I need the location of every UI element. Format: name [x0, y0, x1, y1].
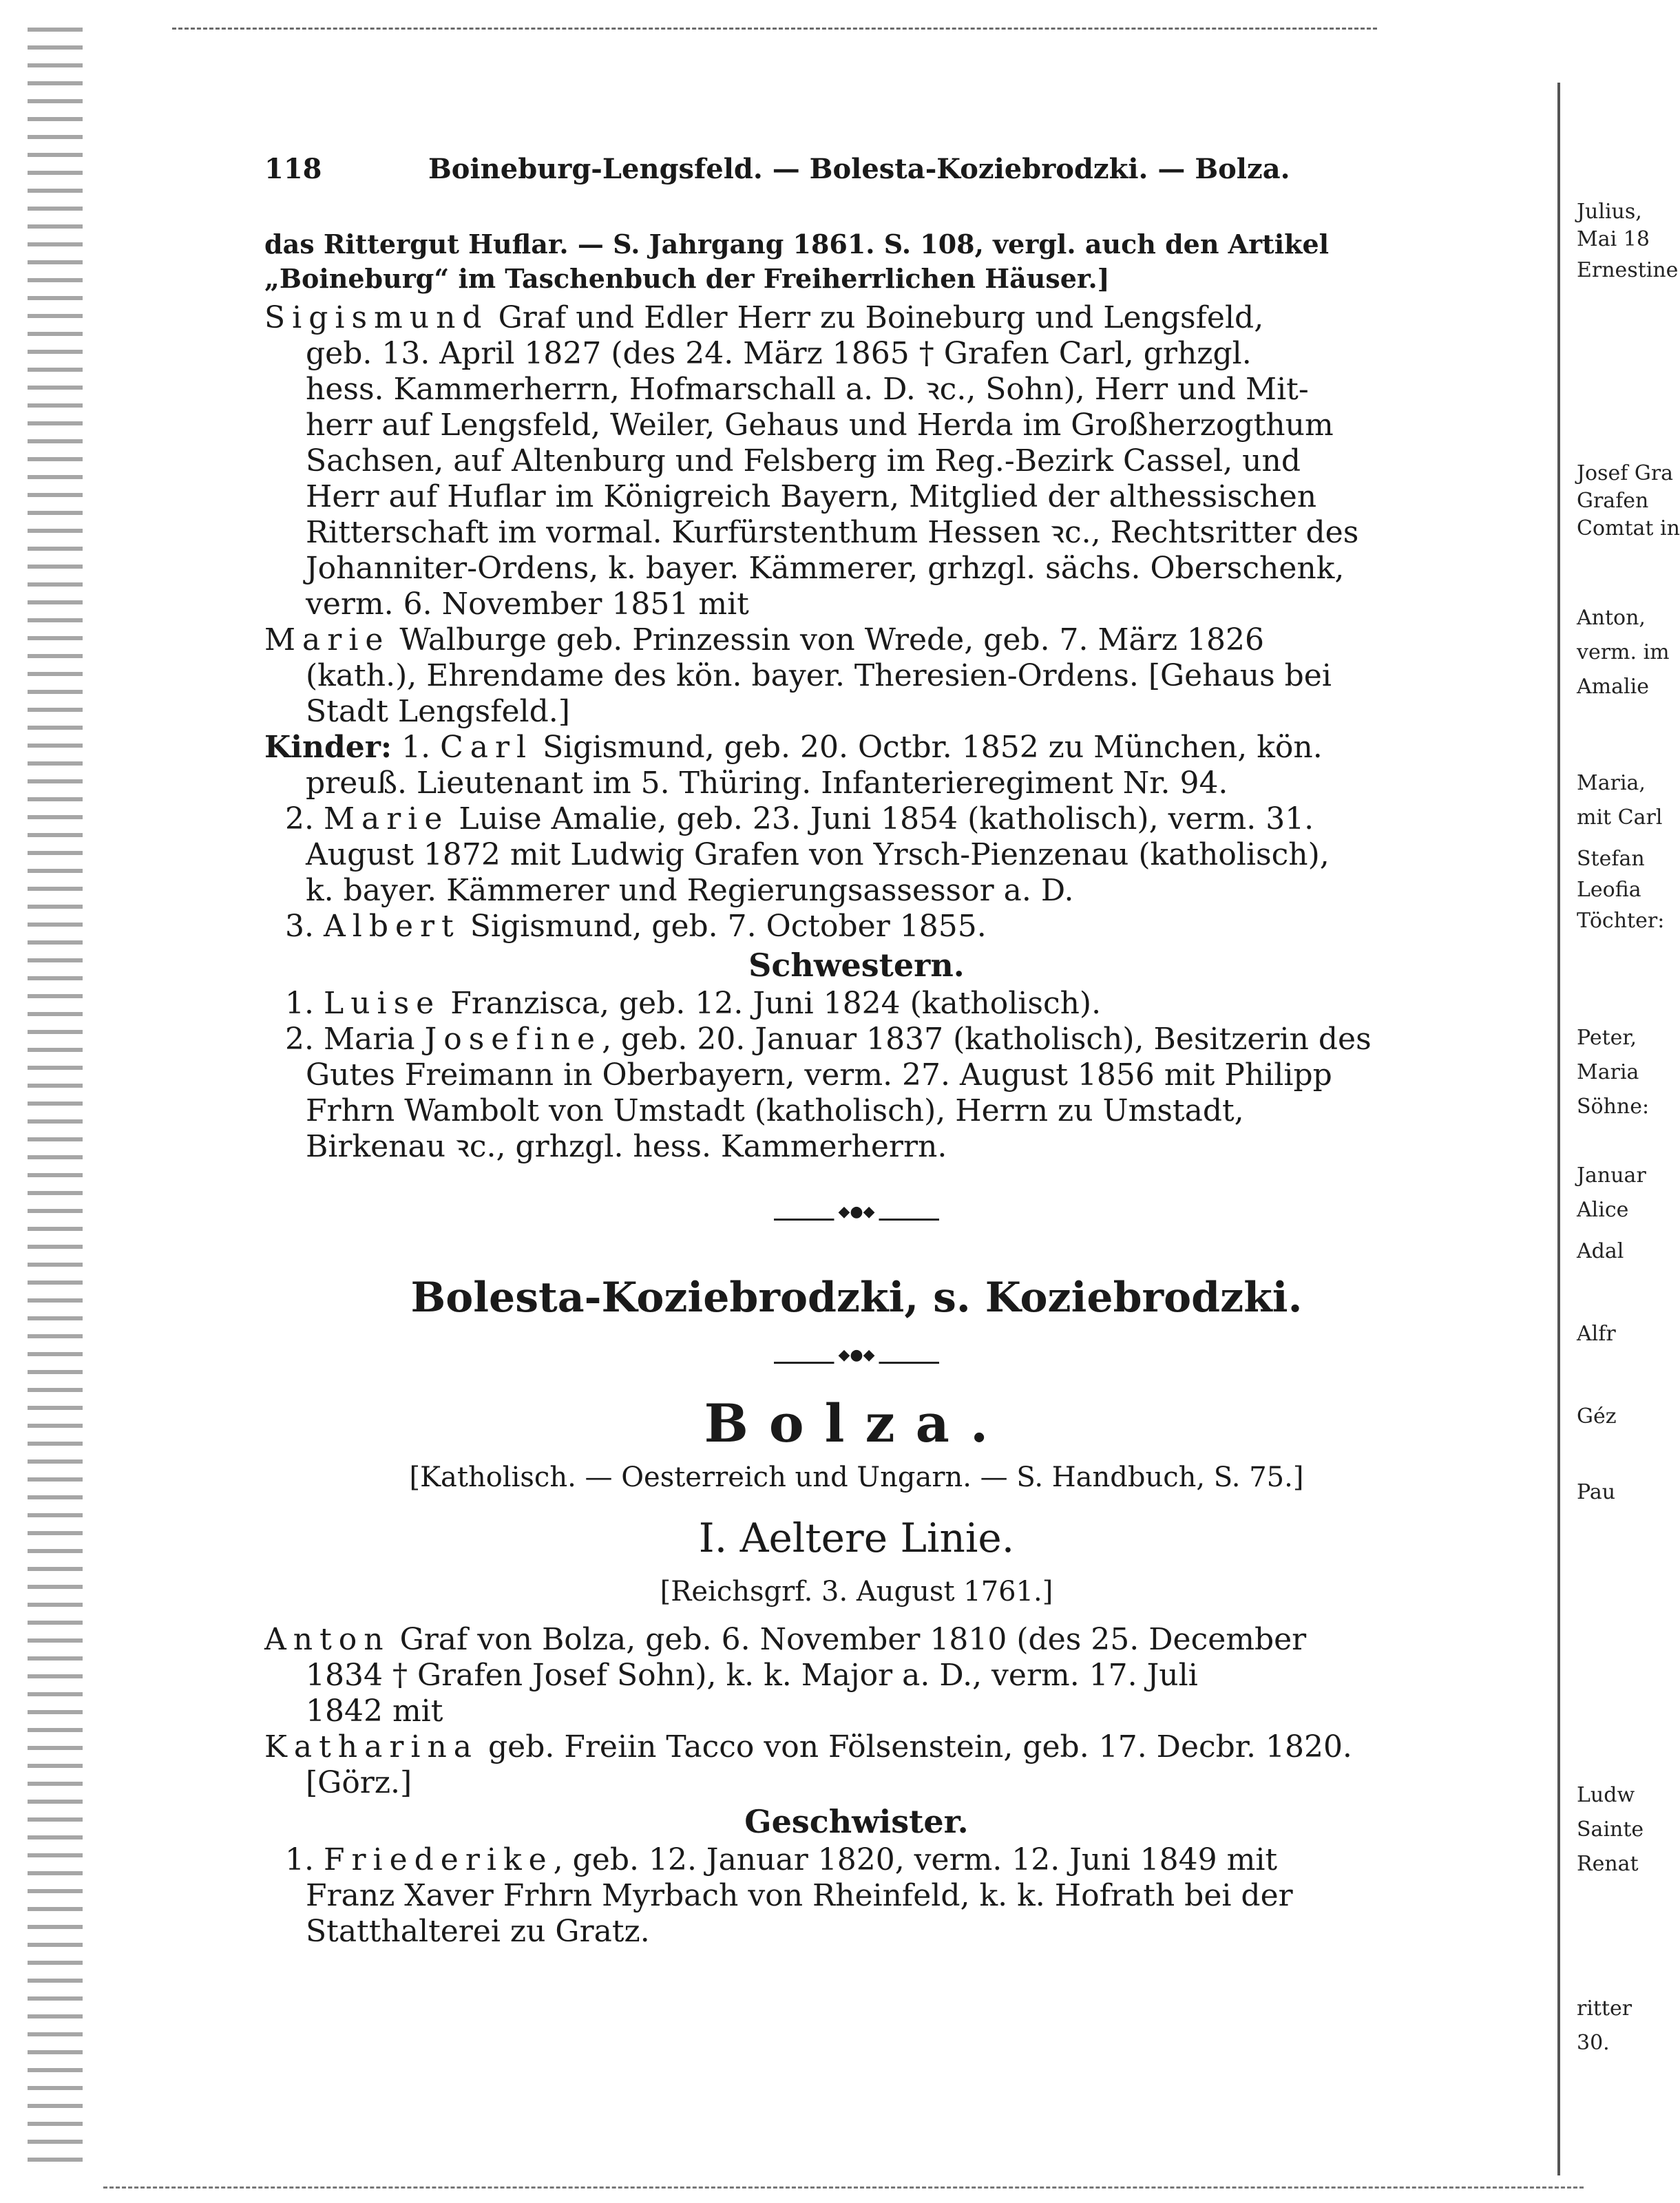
wife-rest: Walburge geb. Prinzessin von Wrede, geb. 7. März 1826 [390, 622, 1264, 657]
margin-fragment: Adal [1577, 1239, 1624, 1263]
page-number: 118 [264, 153, 322, 185]
children-entry [264, 730, 1449, 766]
wife-entry [264, 1729, 1449, 1765]
entry-line: August 1872 mit Ludwig Grafen von Yrsch-Pienzenau (katholisch), [306, 837, 1330, 872]
page-body [264, 227, 1449, 1950]
wife-rest: geb. Freiin Tacco von Fölsenstein, geb. 17. Decbr. 1820. [479, 1729, 1352, 1764]
top-scan-rule [172, 28, 1377, 30]
margin-fragment: Comtat in [1577, 516, 1680, 540]
entry-line: Statthalterei zu Gratz. [306, 1914, 650, 1949]
wife-name: Marie [264, 622, 390, 657]
entry-head [264, 1622, 1449, 1658]
entry-line: preuß. Lieutenant im 5. Thüring. Infanterieregiment Nr. 94. [306, 766, 1228, 801]
sister-rest: , geb. 20. Januar 1837 (katholisch), Besitzerin des [602, 1022, 1372, 1057]
margin-fragment: Josef Gra [1577, 461, 1674, 485]
bolza-subtitle: [Katholisch. — Oesterreich und Ungarn. — S. Handbuch, S. 75.] [409, 1462, 1304, 1493]
section-heading: Geschwister. [744, 1803, 969, 1840]
bolza-title: Bolza. [704, 1393, 1009, 1454]
entry-head [264, 300, 1449, 336]
sister-num: 2. [285, 1022, 324, 1057]
sister-name: Josefine [424, 1022, 602, 1057]
sibling-name: Friederike [323, 1842, 554, 1877]
margin-fragment: Julius, [1577, 200, 1642, 224]
child-rest: Sigismund, geb. 20. Octbr. 1852 zu München, kön. [533, 730, 1323, 765]
head-rest: Graf und Edler Herr zu Boineburg und Lengsfeld, [488, 300, 1264, 335]
children-label: Kinder: [264, 730, 392, 765]
margin-fragment: Maria, [1577, 771, 1646, 795]
margin-fragment: Peter, [1577, 1026, 1637, 1050]
margin-fragment: Alfr [1577, 1322, 1616, 1346]
child-name: Albert [323, 909, 461, 944]
page-binding-edge [28, 28, 83, 2175]
entry-line: 1842 mit [306, 1694, 443, 1729]
margin-fragment: Pau [1577, 1480, 1616, 1504]
entry-line: Gutes Freimann in Oberbayern, verm. 27. August 1856 mit Philipp [306, 1057, 1332, 1093]
child-entry [264, 909, 1449, 945]
margin-fragment: Renat [1577, 1852, 1639, 1876]
ornament-divider [774, 1213, 939, 1225]
entry-line: Sachsen, auf Altenburg und Felsberg im Reg.-Bezirk Cassel, und [306, 443, 1301, 478]
margin-fragment: Géz [1577, 1404, 1617, 1429]
margin-fragment: Mai 18 [1577, 227, 1650, 251]
head-name: Anton [264, 1622, 390, 1657]
entry-line: Herr auf Huflar im Königreich Bayern, Mitglied der althessischen [306, 479, 1317, 514]
ornament-divider [774, 1356, 939, 1369]
intro-line: „Boineburg“ im Taschenbuch der Freiherrlichen Häuser.] [264, 263, 1110, 294]
entry-line: 1834 † Grafen Josef Sohn), k. k. Major a. D., verm. 17. Juli [306, 1658, 1198, 1693]
sibling-rest: , geb. 12. Januar 1820, verm. 12. Juni 1849 mit [553, 1842, 1278, 1877]
margin-fragment: 30. [1577, 2031, 1610, 2055]
entry-line: herr auf Lengsfeld, Weiler, Gehaus und Herda im Großherzogthum [306, 408, 1334, 443]
margin-fragment: ritter [1577, 1996, 1632, 2021]
running-header [264, 153, 1449, 194]
entry-line: Franz Xaver Frhrn Myrbach von Rheinfeld, k. k. Hofrath bei der [306, 1878, 1293, 1913]
child-num: 1. [392, 730, 441, 765]
margin-fragment: Sainte [1577, 1817, 1644, 1842]
entry-line: (kath.), Ehrendame des kön. bayer. Theresien-Ordens. [Gehaus bei [306, 658, 1332, 693]
margin-fragment: Töchter: [1577, 909, 1665, 933]
head-name: Sigismund [264, 300, 489, 335]
child-num: 2. [285, 801, 324, 836]
wife-name: Katharina [264, 1729, 479, 1764]
entry-line: Stadt Lengsfeld.] [306, 694, 570, 729]
margin-fragment: Stefan [1577, 847, 1645, 871]
entry-line: [Görz.] [306, 1765, 412, 1800]
entry-line: hess. Kammerherrn, Hofmarschall a. D. ꝛc., Sohn), Herr und Mit- [306, 372, 1309, 407]
margin-fragment: mit Carl [1577, 805, 1663, 830]
margin-fragment: Ludw [1577, 1783, 1635, 1807]
margin-fragment: Leofia [1577, 878, 1641, 902]
sister-num: 1. [285, 986, 324, 1021]
entry-line: Johanniter-Ordens, k. bayer. Kämmerer, grhzgl. sächs. Oberschenk, [306, 551, 1345, 586]
margin-fragment: Alice [1577, 1198, 1629, 1222]
margin-fragment: Amalie [1577, 675, 1649, 699]
wife-entry [264, 622, 1449, 658]
margin-fragment: Ernestine [1577, 258, 1679, 282]
child-rest: Sigismund, geb. 7. October 1855. [460, 909, 987, 944]
running-title: Boineburg-Lengsfeld. — Bolesta-Koziebrodzki. — Bolza. [428, 153, 1290, 185]
entry-line: Ritterschaft im vormal. Kurfürstenthum Hessen ꝛc., Rechtsritter des [306, 515, 1359, 550]
sibling-entry [264, 1842, 1449, 1878]
entry-line: geb. 13. April 1827 (des 24. März 1865 † Grafen Carl, grhzgl. [306, 336, 1252, 371]
sister-entry [264, 1022, 1449, 1057]
margin-fragment: Anton, [1577, 606, 1646, 630]
child-rest: Luise Amalie, geb. 23. Juni 1854 (katholisch), verm. 31. [449, 801, 1314, 836]
section-heading: Schwestern. [748, 947, 965, 984]
child-name: Carl [440, 730, 534, 765]
bottom-scan-rule [103, 2186, 1584, 2189]
child-name: Marie [323, 801, 450, 836]
head-rest: Graf von Bolza, geb. 6. November 1810 (des 25. December [390, 1622, 1307, 1657]
entry-line: Frhrn Wambolt von Umstadt (katholisch), Herrn zu Umstadt, [306, 1093, 1244, 1128]
margin-fragment: verm. im [1577, 640, 1670, 664]
page-gutter-rule [1557, 83, 1560, 2175]
sister-entry [264, 986, 1449, 1022]
margin-fragment: Grafen [1577, 489, 1649, 513]
child-num: 3. [285, 909, 324, 944]
margin-fragment: Maria [1577, 1060, 1639, 1084]
bolesta-title: Bolesta-Koziebrodzki, s. Koziebrodzki. [410, 1274, 1303, 1322]
sibling-num: 1. [285, 1842, 324, 1877]
grant-note: [Reichsgrf. 3. August 1761.] [660, 1576, 1053, 1608]
entry-line: k. bayer. Kämmerer und Regierungsassessor a. D. [306, 873, 1074, 908]
entry-line: verm. 6. November 1851 mit [306, 587, 749, 622]
sister-pre: Maria [323, 1022, 425, 1057]
entry-line: Birkenau ꝛc., grhzgl. hess. Kammerherrn. [306, 1129, 947, 1164]
intro-line: das Rittergut Huflar. — S. Jahrgang 1861. S. 108, vergl. auch den Artikel [264, 229, 1330, 260]
sister-rest: Franzisca, geb. 12. Juni 1824 (katholisch). [441, 986, 1102, 1021]
margin-fragment: Söhne: [1577, 1095, 1650, 1119]
margin-fragment: Januar [1577, 1163, 1646, 1188]
linie-heading: I. Aeltere Linie. [698, 1515, 1015, 1561]
sister-name: Luise [323, 986, 441, 1021]
child-entry [264, 801, 1449, 837]
